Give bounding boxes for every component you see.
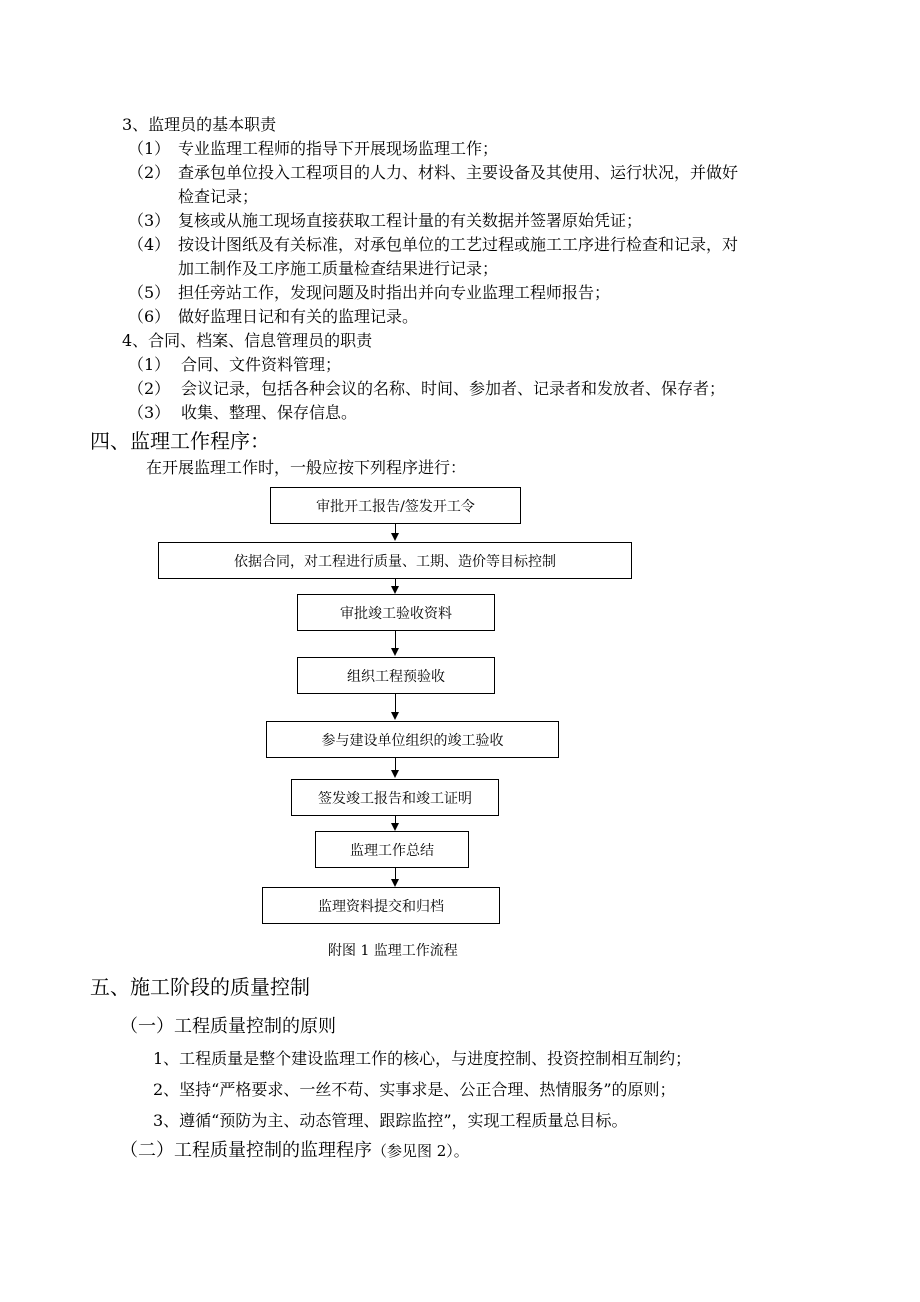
list-item: 按设计图纸及有关标准，对承包单位的工艺过程或施工工序进行检查和记录，对 — [178, 235, 739, 254]
list-item: 收集、整理、保存信息。 — [181, 403, 358, 422]
list-item: 担任旁站工作，发现问题及时指出并向专业监理工程师报告； — [178, 283, 611, 302]
flow-step-pre-acceptance: 组织工程预验收 — [297, 657, 495, 694]
list-item: 合同、文件资料管理； — [181, 355, 342, 374]
section4-title: 4、合同、档案、信息管理员的职责 — [122, 331, 373, 350]
list-item-number: （4） — [128, 235, 171, 254]
list-item-number: （2） — [128, 163, 171, 182]
list-item: 做好监理日记和有关的监理记录。 — [178, 307, 419, 326]
list-item-number: （1） — [128, 139, 171, 158]
list-item-number: （5） — [128, 283, 171, 302]
figure-caption: 附图 1 监理工作流程 — [328, 943, 458, 959]
chapter5-heading: 五、施工阶段的质量控制 — [90, 975, 310, 999]
sub2-note: （参见图 2）。 — [372, 1142, 469, 1160]
flow-step-summary: 监理工作总结 — [315, 831, 469, 868]
list-item-number: （3） — [128, 403, 171, 422]
flow-step-acceptance: 参与建设单位组织的竣工验收 — [266, 721, 559, 758]
principle-item: 1、工程质量是整个建设监理工作的核心，与进度控制、投资控制相互制约； — [153, 1049, 692, 1068]
list-item: 复核或从施工现场直接获取工程计量的有关数据并签署原始凭证； — [178, 211, 643, 230]
sub1-heading: （一）工程质量控制的原则 — [120, 1016, 336, 1037]
list-item-number: （3） — [128, 211, 171, 230]
list-item-number: （1） — [128, 355, 171, 374]
principle-item: 2、坚持“严格要求、一丝不苟、实事求是、公正合理、热情服务”的原则； — [153, 1080, 676, 1099]
sub2-heading-text: （二）工程质量控制的监理程序 — [120, 1140, 372, 1161]
sub2-heading — [120, 1139, 469, 1163]
list-item-continuation: 加工制作及工序施工质量检查结果进行记录； — [178, 259, 499, 278]
chapter4-heading: 四、监理工作程序： — [90, 429, 270, 453]
list-item-continuation: 检查记录； — [178, 187, 259, 206]
list-item: 专业监理工程师的指导下开展现场监理工作； — [178, 139, 499, 158]
list-item-number: （6） — [128, 307, 171, 326]
section3-title: 3、监理员的基本职责 — [122, 115, 277, 134]
flow-step-target-control: 依据合同，对工程进行质量、工期、造价等目标控制 — [158, 542, 632, 579]
flow-step-approve-docs: 审批竣工验收资料 — [297, 594, 495, 631]
flow-step-approve-start: 审批开工报告/签发开工令 — [270, 487, 521, 524]
principle-item: 3、遵循“预防为主、动态管理、跟踪监控”，实现工程质量总目标。 — [153, 1111, 628, 1130]
flow-step-archive: 监理资料提交和归档 — [262, 887, 500, 924]
chapter4-intro: 在开展监理工作时，一般应按下列程序进行： — [146, 458, 467, 477]
list-item: 会议记录，包括各种会议的名称、时间、参加者、记录者和发放者、保存者； — [181, 379, 726, 398]
list-item: 查承包单位投入工程项目的人力、材料、主要设备及其使用、运行状况，并做好 — [178, 163, 739, 182]
flow-step-completion-report: 签发竣工报告和竣工证明 — [291, 779, 499, 816]
list-item-number: （2） — [128, 379, 171, 398]
